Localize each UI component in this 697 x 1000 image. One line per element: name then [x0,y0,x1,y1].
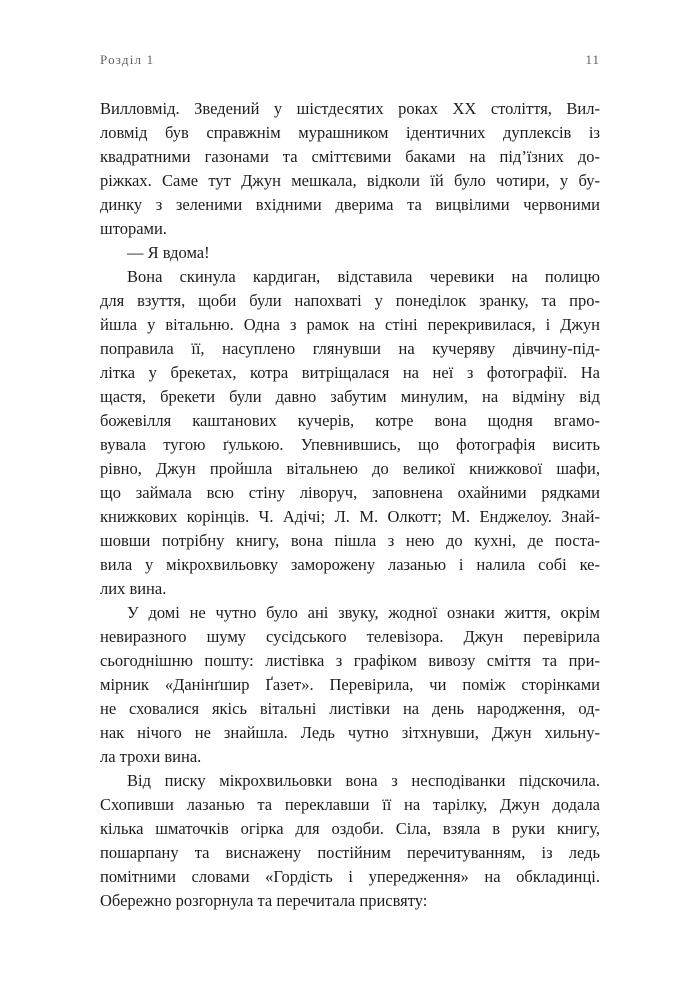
text-line: рівно, Джун пройшла вітальнею до великої книжкової шафи, [100,459,600,478]
paragraph [100,97,600,241]
page-number: 11 [585,52,600,67]
text-line: книжкових корінців. Ч. Адічі; Л. М. Олкотт; М. Енджелоу. Знай- [100,507,600,526]
text-line: не сховалися якісь вітальні листівки на день народження, од- [100,699,600,718]
text-line: Обережно розгорнула та перечитала присвяту: [100,891,428,910]
text-line: невиразного шуму сусідського телевізора. Джун перевірила [100,627,600,646]
text-line: кілька шматочків огірка для оздоби. Сіла, взяла в руки книгу, [100,819,600,838]
chapter-label: Розділ 1 [100,52,155,67]
paragraph [100,769,600,913]
page-header [100,52,600,68]
text-line: щастя, брекети були давно забутим минулим, на відміну від [100,387,600,406]
text-line: ла трохи вина. [100,747,202,766]
text-line: шовши потрібну книгу, вона пішла з нею до кухні, де поста- [100,531,600,550]
text-line: вила у мікрохвильовку заморожену лазанью і налила собі ке- [100,555,600,574]
text-line: сьогоднішню пошту: листівка з графіком вивозу сміття та при- [100,651,600,670]
paragraph [100,601,600,769]
text-line: ловмід був справжнім мурашником ідентичних дуплексів із [100,123,600,142]
text-line: пошарпану та виснажену постійним перечитуванням, із ледь [100,843,600,862]
text-line: ріжках. Саме тут Джун мешкала, відколи їй було чотири, у бу- [100,171,600,190]
text-line: Вона скинула кардиган, відставила черевики на полицю [127,267,600,286]
paragraph [100,265,600,601]
text-line: — Я вдома! [127,243,210,262]
text-line: квадратними газонами та сміттєвими баками на під’їзних до- [100,147,600,166]
text-line: йшла у вітальню. Одна з рамок на стіні перекривилася, і Джун [100,315,600,334]
text-line: Від писку мікрохвильовки вона з несподіванки підскочила. [127,771,600,790]
text-line: Схопивши лазанью та переклавши її на тарілку, Джун додала [100,795,600,814]
text-line: божевілля каштанових кучерів, котре вона щодня вгамо- [100,411,600,430]
text-line: Вилловмід. Зведений у шістдесятих роках ХХ століття, Вил- [100,99,600,118]
text-line: поправила її, насуплено глянувши на кучеряву дівчину-під- [100,339,600,358]
text-line: для взуття, щоби були напохваті у понеділок зранку, та про- [100,291,600,310]
text-line: шторами. [100,219,167,238]
text-line: У домі не чутно було ані звуку, жодної ознаки життя, окрім [127,603,600,622]
text-line: вувала тугою ґулькою. Упевнившись, що фотографія висить [100,435,600,454]
text-line: помітними словами «Гордість і упередження» на обкладинці. [100,867,600,886]
text-line: нак нічого не знайшла. Ледь чутно зітхнувши, Джун хильну- [100,723,600,742]
text-line: що займала всю стіну ліворуч, заповнена охайними рядками [100,483,600,502]
text-line: лих вина. [100,579,167,598]
text-block [100,97,600,913]
paragraph [100,241,600,265]
text-line: динку з зеленими вхідними дверима та вицвілими червоними [100,195,600,214]
text-line: літка у брекетах, котра витріщалася на неї з фотографії. На [100,363,600,382]
text-line: мірник «Данінґшир Ґазет». Перевірила, чи поміж сторінками [100,675,600,694]
